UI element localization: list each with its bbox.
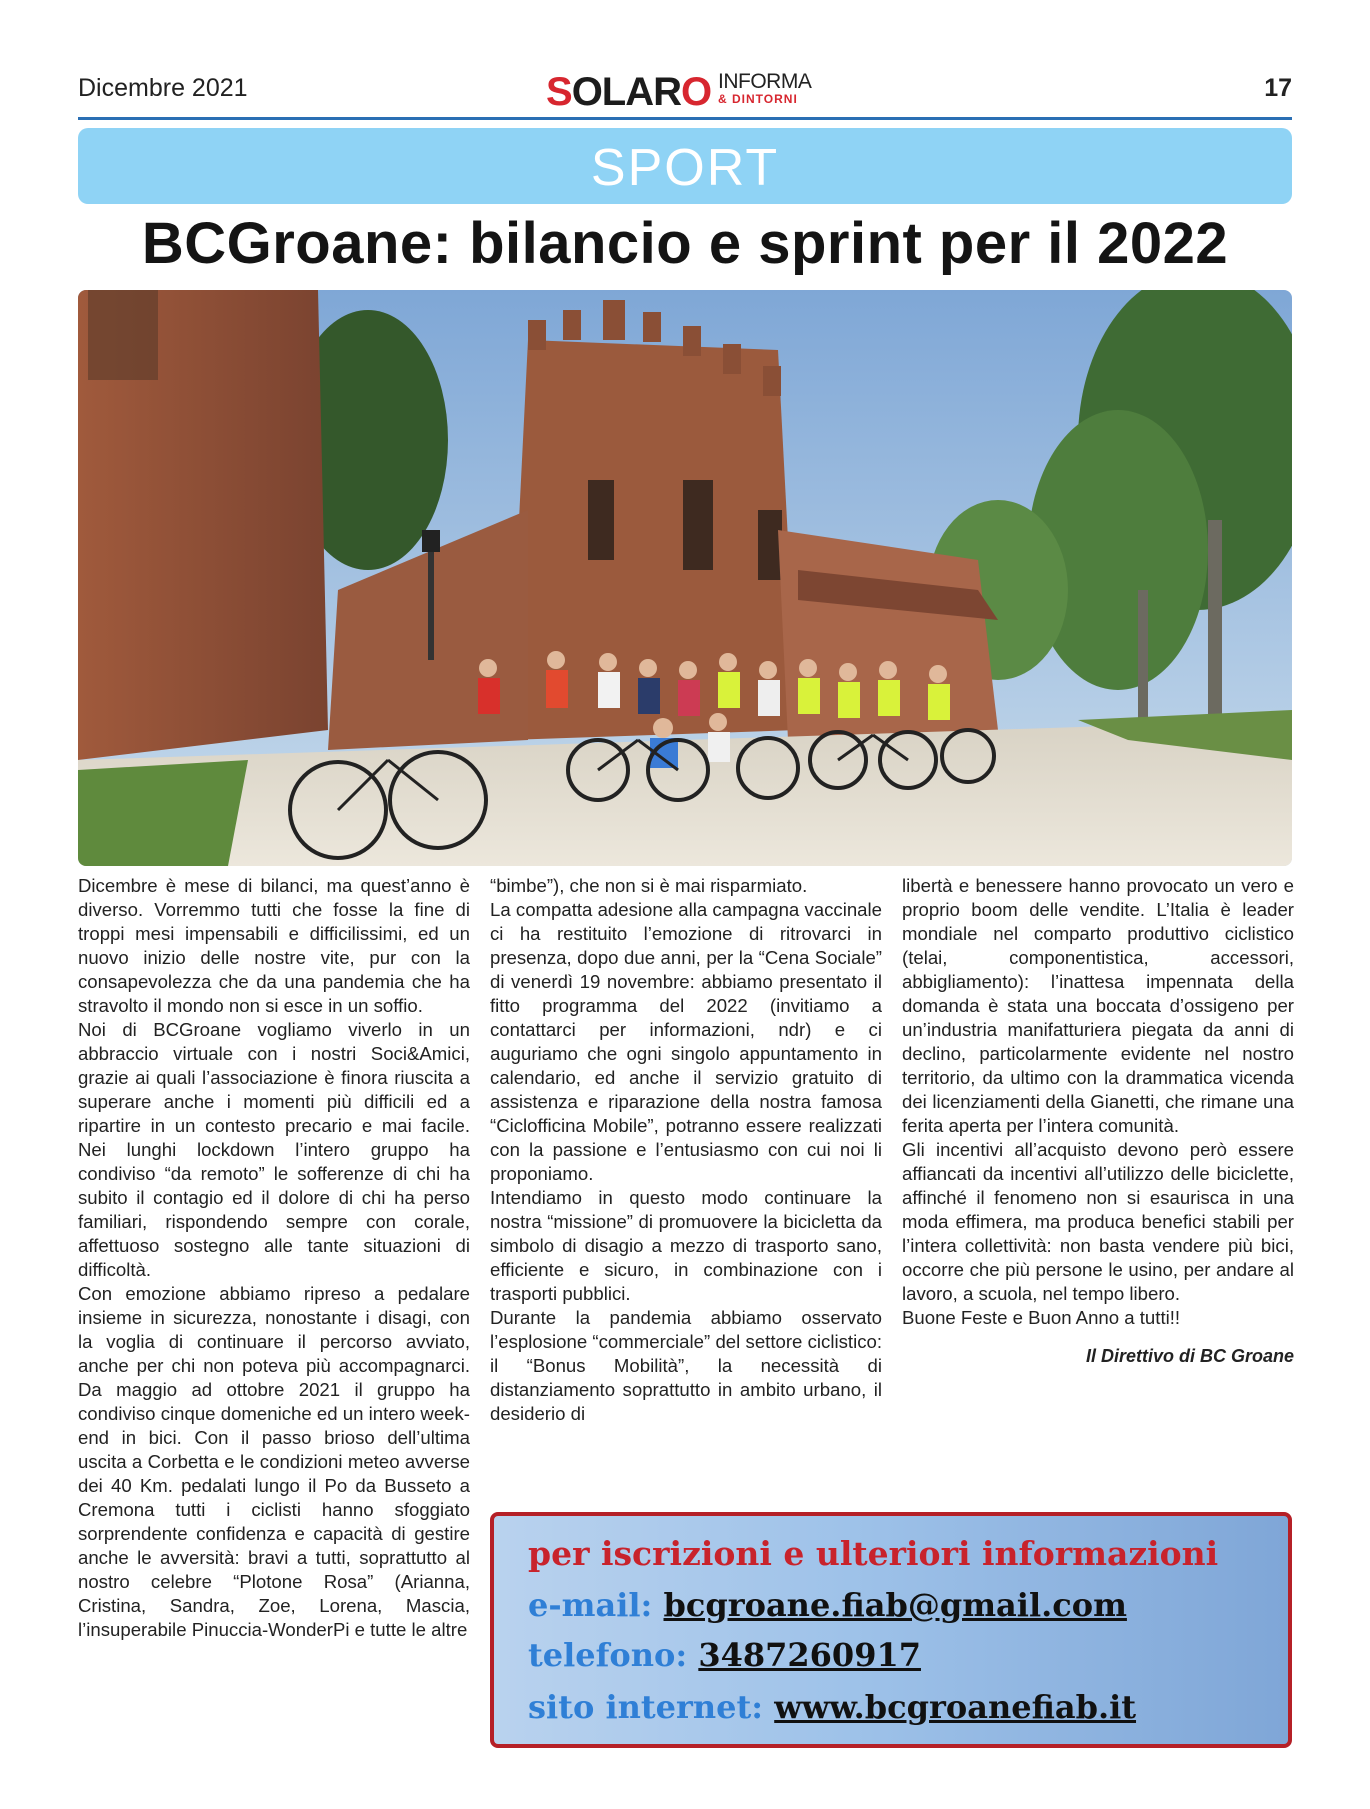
paragraph: “bimbe”), che non si è mai risparmiato. [490,875,808,896]
paragraph: libertà e benessere hanno provocato un vero e proprio boom delle vendite. L’Italia è leader mondiale nel comparto produttivo ciclistico (telai, componentistica, accessori, abbigliamento): l’inattesa impennata della domanda è stata una boccata d’ossigeno per un’industria manifatturiera piegata da anni di declino, particolarmente evidente nel nostro territorio, da ultimo con la drammatica vicenda dei licenziamenti della Gianetti, che rimane una ferita aperta per l’intera comunità. [902,875,1294,1136]
contact-info-box [490,1512,1292,1748]
website-label: sito internet: [528,1688,764,1726]
article-column-1 [78,874,470,1642]
article-column-3 [902,874,1294,1368]
paragraph: La compatta adesione alla campagna vaccinale ci ha restituito l’emozione di ritrovarci in presenza, dopo due anni, per la “Cena Sociale” di venerdì 19 novembre: abbiamo presentato il fitto programma del 2022 (invitiamo a contattarci per informazioni, ndr) e ci auguriamo che ogni singolo appuntamento in calendario, ed anche il servizio gratuito di assistenza e riparazione della nostra famosa “Ciclofficina Mobile”, potranno essere realizzati con la passione e l’entusiasmo con cui noi li proponiamo. [490,899,882,1184]
phone-label: telefono: [528,1636,688,1674]
page-number: 17 [1264,74,1292,102]
contact-email-row [528,1586,1127,1624]
article-photo [78,290,1292,866]
section-banner [78,128,1292,204]
contact-phone-row [528,1636,921,1674]
contact-title: per iscrizioni e ulteriori informazioni [528,1534,1219,1573]
paragraph: Buone Feste e Buon Anno a tutti!! [902,1307,1181,1328]
issue-date: Dicembre 2021 [78,74,248,102]
logo-subtitle: INFORMA [718,70,812,93]
paragraph: Dicembre è mese di bilanci, ma quest’anno è diverso. Vorremmo tutti che fosse la fine di troppi mesi impensabili e difficilissimi, ed un nuovo inizio delle nostre vite, pur con la consapevolezza che da una pandemia che ha stravolto il mondo non si esce in un soffio. [78,875,470,1016]
paragraph: Durante la pandemia abbiamo osservato l’esplosione “commerciale” del settore ciclistico: il “Bonus Mobilità”, la necessità di distanziamento soprattutto in ambito urbano, il desiderio di [490,1307,882,1424]
paragraph: Intendiamo in questo modo continuare la nostra “missione” di promuovere la bicicletta da simbolo di disagio a mezzo di trasporto sano, efficiente e sicuro, in combinazione con i trasporti pubblici. [490,1187,882,1304]
paragraph: Gli incentivi all’acquisto devono però essere affiancati da incentivi all’utilizzo delle biciclette, affinché il fenomeno non si esaurisca in una moda effimera, ma produca benefici stabili per l’intera collettività: non basta vendere più bici, occorre che più persone le usino, per andare al lavoro, a scuola, nel tempo libero. [902,1139,1294,1304]
article-column-2 [490,874,882,1426]
phone-link[interactable]: 3487260917 [698,1636,921,1674]
article-headline: BCGroane: bilancio e sprint per il 2022 [141,211,1229,276]
article-signature: Il Direttivo di BC Groane [1085,1346,1294,1366]
header-divider [78,117,1292,120]
email-link[interactable]: bcgroane.fiab@gmail.com [663,1586,1127,1624]
logo-subtitle-small: & DINTORNI [718,92,798,106]
email-label: e-mail: [528,1586,653,1624]
paragraph: Noi di BCGroane vogliamo viverlo in un abbraccio virtuale con i nostri Soci&Amici, grazie ai quali l’associazione è finora riuscita a superare anche i momenti più difficili ed a ripartire in un contesto precario e mai facile. Nei lunghi lockdown l’intero gruppo ha condiviso “da remoto” le sofferenze di chi ha subito il contagio ed il dolore di chi ha perso familiari, rispondendo sempre con corale, affettuoso sostegno alle tante situazioni di difficoltà. [78,1019,470,1280]
paragraph: Con emozione abbiamo ripreso a pedalare insieme in sicurezza, nonostante i disagi, con la voglia di continuare il percorso avviato, anche per chi non poteva più accompagnarci. Da maggio ad ottobre 2021 il gruppo ha condiviso cinque domeniche ed un intero week-end in bici. Con il passo brioso dell’ultima uscita a Corbetta e le condizioni meteo avverse dei 40 Km. pedalati lungo il Po da Busseto a Cremona tutti i ciclisti hanno sfoggiato sorprendente confidenza e capacità di gestire anche le avversità: bravi a tutti, soprattutto al nostro celebre “Plotone Rosa” (Arianna, Cristina, Sandra, Zoe, Lorena, Mascia, l’insuperabile Pinuccia-WonderPi e tutte le altre [78,1283,470,1640]
website-link[interactable]: www.bcgroanefiab.it [774,1688,1137,1726]
contact-web-row [528,1688,1136,1726]
page-header [78,68,1292,114]
solaro-informa-logo [546,68,836,114]
section-label: SPORT [590,139,780,197]
logo-wordmark: SOLARO [546,70,712,114]
